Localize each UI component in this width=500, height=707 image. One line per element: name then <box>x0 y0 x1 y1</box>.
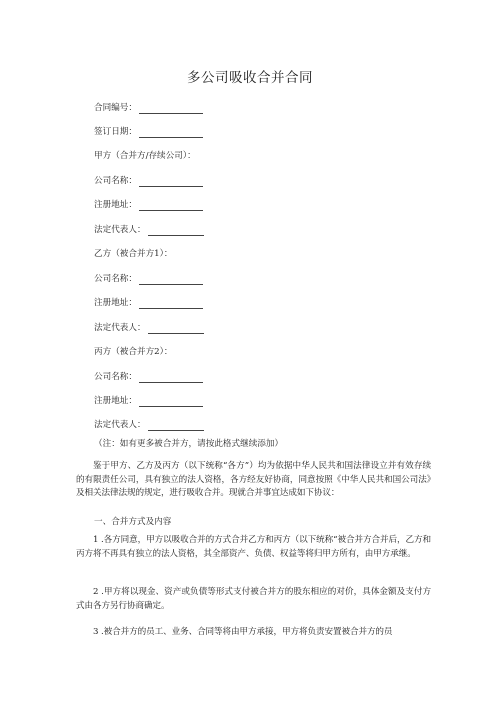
party-a-address-label: 注册地址： <box>94 200 137 210</box>
party-b-name-field <box>94 273 203 285</box>
party-c-rep-label: 法定代表人： <box>94 420 146 430</box>
party-b-address-label: 注册地址： <box>94 298 137 308</box>
party-a-name-label: 公司名称： <box>94 176 137 186</box>
party-b-name-label: 公司名称： <box>94 274 137 284</box>
party-c-rep-blank <box>148 421 204 431</box>
contract-number-label: 合同编号： <box>94 103 137 113</box>
sign-date-blank <box>139 128 203 138</box>
document-title: 多公司吸收合并合同 <box>187 70 313 86</box>
party-a-rep-label: 法定代表人： <box>94 225 146 235</box>
party-a-header: 甲方（合并方/存续公司）： <box>94 151 196 161</box>
party-b-name-blank <box>139 275 203 285</box>
party-c-header: 丙方（被合并方2）： <box>94 347 173 357</box>
contract-number-field <box>94 102 203 114</box>
party-c-name-field <box>94 371 203 383</box>
party-a-rep-field <box>94 224 204 236</box>
party-c-address-blank <box>139 397 203 407</box>
clause-2-paragraph: 2 .甲方将以现金、资产或负债等形式支付被合并方的股东相应的对价，具体金额及支付方式由各方另行协商确定。 <box>76 587 431 611</box>
party-c-name-label: 公司名称： <box>94 372 137 382</box>
party-b-header: 乙方（被合并方1）： <box>94 249 173 259</box>
party-b-rep-blank <box>148 324 204 334</box>
party-a-address-blank <box>139 201 203 211</box>
sign-date-label: 签订日期： <box>94 127 137 137</box>
party-c-address-field <box>94 395 203 407</box>
party-c-rep-field <box>94 419 204 431</box>
contract-number-blank <box>139 104 203 114</box>
clause-1-paragraph: 1 .各方同意，甲方以吸收合并的方式合并乙方和丙方（以下统称“被合并方合并后，乙方和丙方将不再具有独立的法人资格，其全部资产、负债、权益等将归甲方所有，由甲方承继。 <box>76 535 431 559</box>
party-a-rep-blank <box>148 226 204 236</box>
party-a-name-blank <box>139 177 203 187</box>
sign-date-field <box>94 126 203 138</box>
preamble-paragraph: 鉴于甲方、乙方及丙方（以下统称“各方”）均为依据中华人民共和国法律设立并有效存续的有限责任公司，具有独立的法人资格，各方经友好协商，同意按照《中华人民共和国公司法》及相关法律法规的规定，进行吸收合并。现就合并事宜达成如下协议： <box>76 461 431 498</box>
party-b-address-blank <box>139 299 203 309</box>
party-b-rep-label: 法定代表人： <box>94 323 146 333</box>
party-a-name-field <box>94 175 203 187</box>
party-c-address-label: 注册地址： <box>94 396 137 406</box>
section-1-heading: 一、合并方式及内容 <box>94 517 172 527</box>
clause-3-paragraph: 3 .被合并方的员工、业务、合同等将由甲方承接，甲方将负责安置被合并方的员 <box>93 627 393 637</box>
party-a-address-field <box>94 199 203 211</box>
party-b-address-field <box>94 297 203 309</box>
party-b-rep-field <box>94 322 204 334</box>
additional-parties-note: （注：如有更多被合并方，请按此格式继续添加） <box>94 439 284 449</box>
party-c-name-blank <box>139 373 203 383</box>
